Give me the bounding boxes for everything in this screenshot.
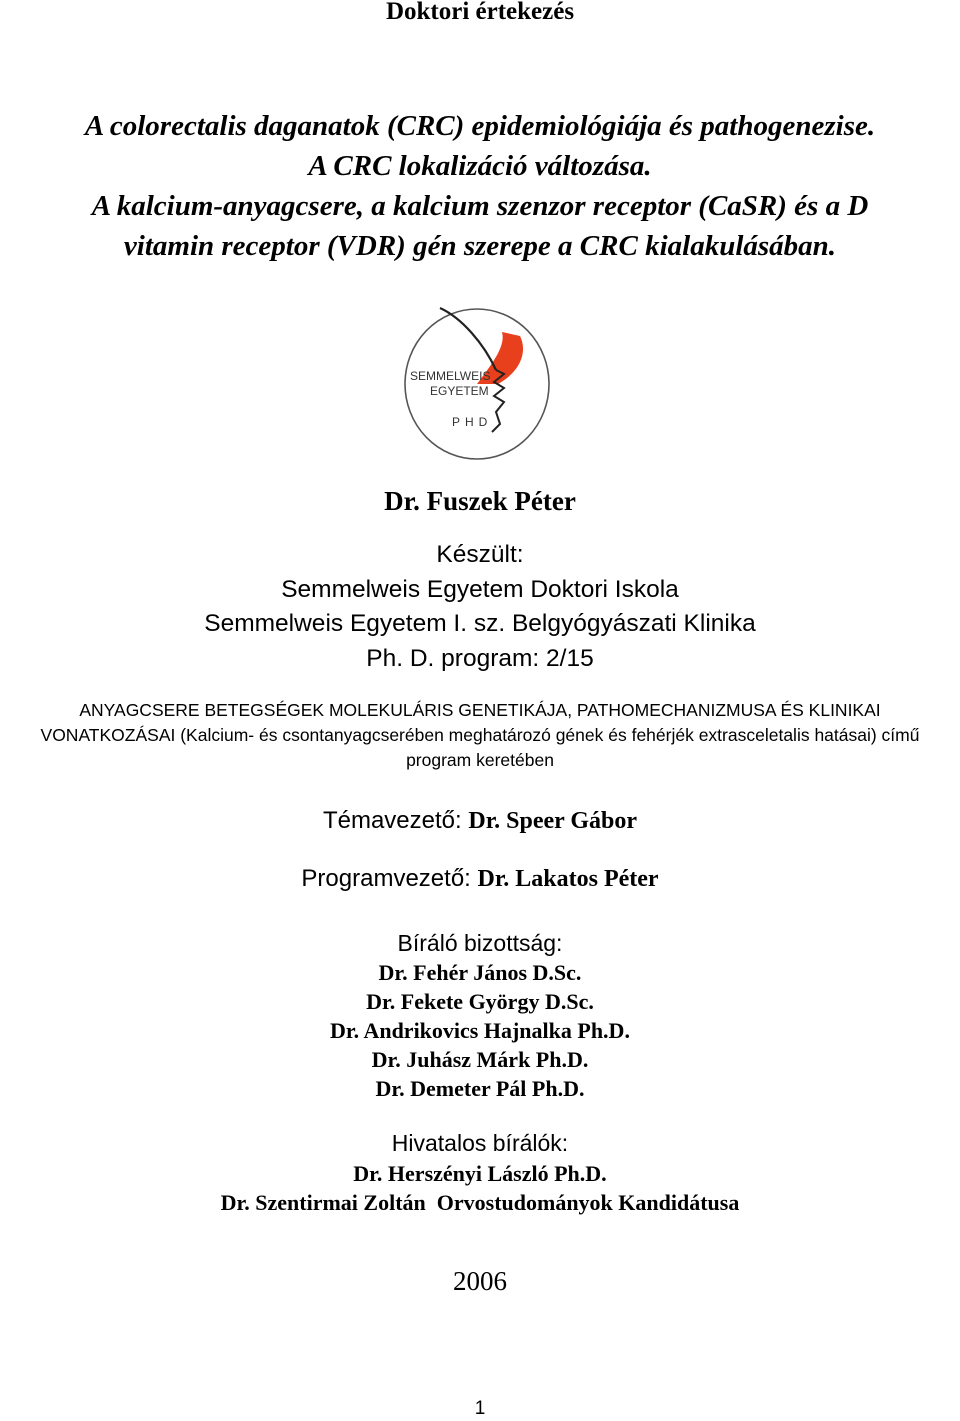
official-reviewers-list <box>0 1159 960 1217</box>
title-line: A kalcium-anyagcsere, a kalcium szenzor receptor (CaSR) és a D <box>91 190 869 222</box>
logo-text-phd: PHD <box>452 415 493 429</box>
year: 2006 <box>453 1266 507 1296</box>
clinic-name: Semmelweis Egyetem I. sz. Belgyógyászati Klinika <box>204 610 756 637</box>
prepared-block <box>0 538 960 676</box>
program-leader-name: Dr. Lakatos Péter <box>477 866 659 892</box>
doctoral-school: Semmelweis Egyetem Doktori Iskola <box>281 575 679 603</box>
program-leader-line <box>0 865 960 893</box>
author-name: Dr. Fuszek Péter <box>384 486 576 516</box>
prepared-label: Készült: <box>436 541 524 568</box>
committee-member: Dr. Fekete György D.Sc. <box>366 989 594 1014</box>
logo-text-semmelweis: SEMMELWEIS <box>410 369 491 383</box>
page-number: 1 <box>474 1398 486 1419</box>
supervisor-line <box>0 807 960 835</box>
committee-member: Dr. Fehér János D.Sc. <box>378 960 582 985</box>
thesis-title <box>0 106 960 266</box>
supervisor-name: Dr. Speer Gábor <box>468 808 638 834</box>
title-line: A CRC lokalizáció változása. <box>308 150 652 182</box>
document-type-label: Doktori értekezés <box>385 0 575 25</box>
program-description <box>0 698 960 773</box>
committee-member: Dr. Andrikovics Hajnalka Ph.D. <box>330 1018 630 1043</box>
program-leader-label: Programvezető: <box>301 865 471 892</box>
description-line: VONATKOZÁSAI (Kalcium- és csontanyagcserében meghatározó gének és fehérjék extrasceletalis hatásai) című <box>40 725 920 745</box>
description-line: program keretében <box>406 750 554 770</box>
committee-label: Bíráló bizottság: <box>397 930 563 956</box>
committee-member: Dr. Demeter Pál Ph.D. <box>375 1076 585 1101</box>
official-reviewer: Dr. Szentirmai Zoltán Orvostudományok Kandidátusa <box>220 1190 740 1215</box>
program-number: Ph. D. program: 2/15 <box>366 644 594 672</box>
description-line: ANYAGCSERE BETEGSÉGEK MOLEKULÁRIS GENETIKÁJA, PATHOMECHANIZMUSA ÉS KLINIKAI <box>79 700 881 720</box>
supervisor-label: Témavezető: <box>322 807 462 834</box>
official-reviewers-label: Hivatalos bírálók: <box>391 1130 569 1156</box>
committee-list <box>0 958 960 1103</box>
title-line: vitamin receptor (VDR) gén szerepe a CRC kialakulásában. <box>123 230 837 262</box>
official-reviewer: Dr. Herszényi László Ph.D. <box>353 1161 607 1186</box>
title-line: A colorectalis daganatok (CRC) epidemiológiája és pathogenezise. <box>84 110 876 142</box>
committee-member: Dr. Juhász Márk Ph.D. <box>371 1047 589 1072</box>
logo-text-egyetem: EGYETEM <box>430 384 489 398</box>
university-logo <box>400 302 554 462</box>
